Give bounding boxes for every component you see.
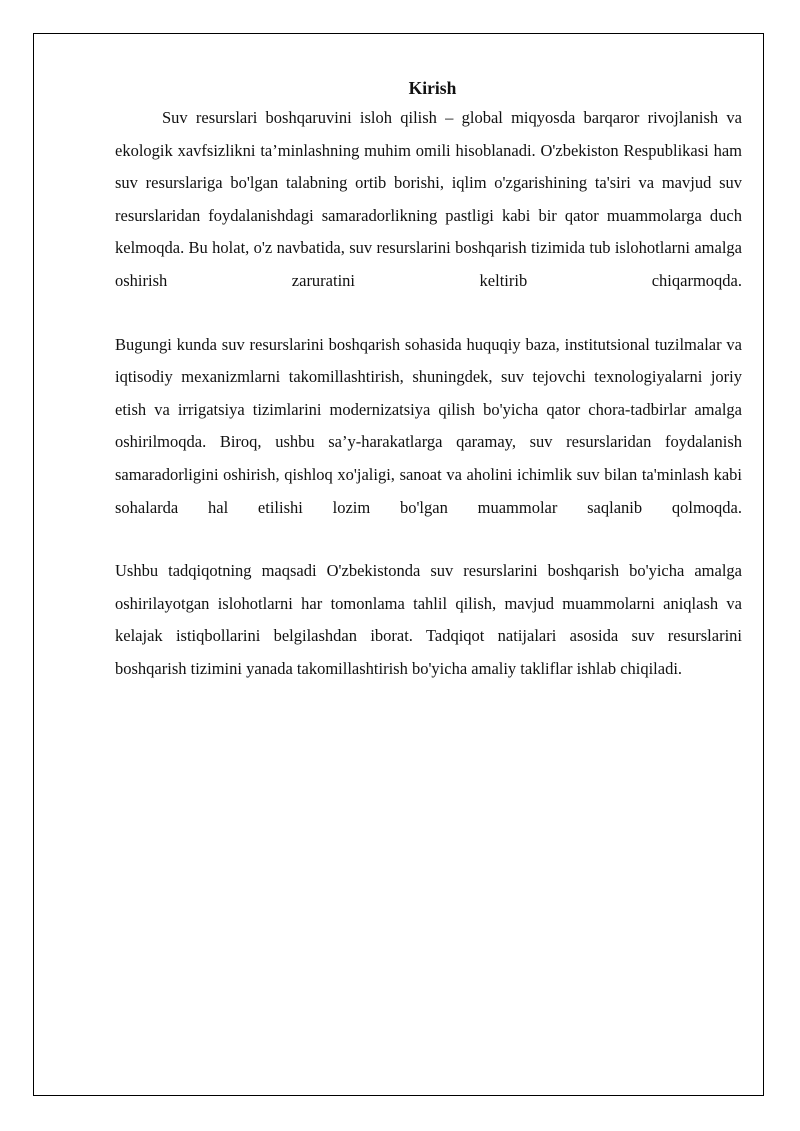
document-title: Kirish	[408, 78, 457, 98]
paragraph-research-aim: Ushbu tadqiqotning maqsadi O'zbekistonda suv resurslarini boshqarish bo'yicha amalga oshirilayotgan islohotlarni har tomonlama tahlil qilish, mavjud muammolarni aniqlash va kelajak istiqbollarini belgilashdan iborat. Tadqiqot natijalari asosida suv resurslarini boshqarish tizimini yanada takomillashtirish bo'yicha amaliy takliflar ishlab chiqiladi.	[115, 561, 742, 678]
document-body	[115, 74, 742, 686]
paragraph-gap	[115, 524, 742, 555]
paragraph-gap	[115, 298, 742, 329]
paragraph-current-state: Bugungi kunda suv resurslarini boshqarish sohasida huquqiy baza, institutsional tuzilmalar va iqtisodiy mexanizmlarni takomillashtirish, shuningdek, suv tejovchi texnologiyalarni joriy etish va irrigatsiya tizimlarini modernizatsiya qilish bo'yicha qator chora-tadbirlar amalga oshirilmoqda. Biroq, ushbu sa’y-harakatlarga qaramay, suv resurslaridan foydalanish samaradorligini oshirish, qishloq xo'jaligi, sanoat va aholini ichimlik suv bilan ta'minlash kabi sohalarda hal etilishi lozim bo'lgan muammolar saqlanib qolmoqda.	[115, 334, 742, 517]
paragraph-intro: Suv resurslari boshqaruvini isloh qilish – global miqyosda barqaror rivojlanish va ekologik xavfsizlikni ta’minlashning muhim omili hisoblanadi. O'zbekiston Respublikasi ham suv resurslariga bo'lgan talabning ortib borishi, iqlim o'zgarishining ta'siri va mavjud suv resurslaridan foydalanishdagi samaradorlikning pastligi kabi bir qator muammolarga duch kelmoqda. Bu holat, o'z navbatida, suv resurslarini boshqarish tizimida tub islohotlarni amalga oshirish zaruratini keltirib chiqarmoqda.	[115, 108, 742, 290]
